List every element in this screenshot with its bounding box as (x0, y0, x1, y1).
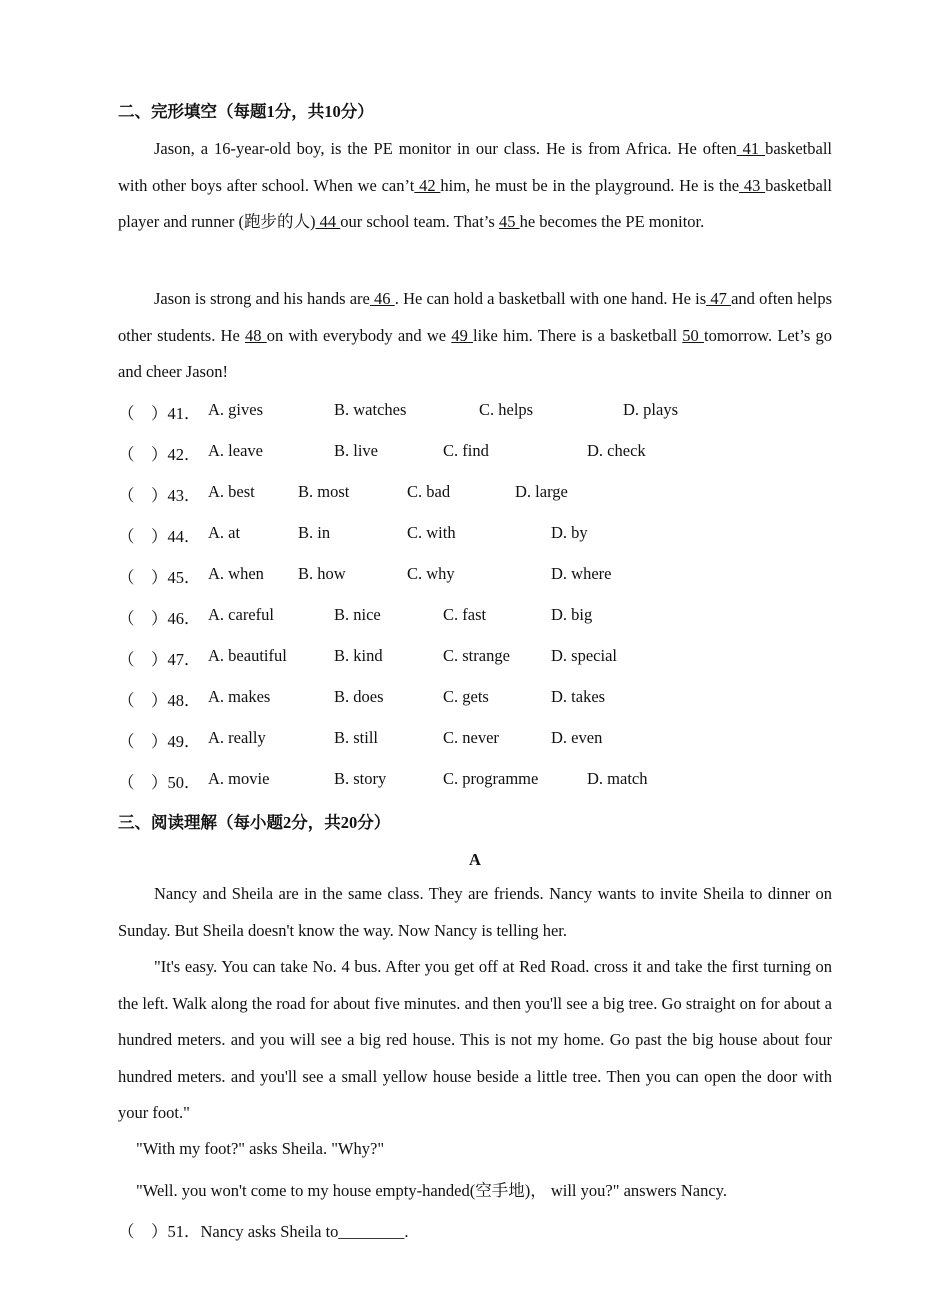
section-3-title: 三、阅读理解（每小题2分，共20分） (118, 813, 391, 832)
question-47 (118, 646, 838, 670)
cloze-paragraph-1 (118, 131, 832, 241)
reading-paragraph-2: "It's easy. You can take No. 4 bus. After you get off at Red Road. cross it and take the first turning on the left. Walk along the road for about five minutes. and then you'll see a big tree. Go straight on for about a hundred meters. and you will see a big red house. This is not my home. Go past the big house about four hundred meters. and you'll see a small yellow house beside a little tree. Then you can open the door with your foot." (118, 957, 832, 1122)
section-2-title: 二、完形填空（每题1分，共10分） (118, 102, 374, 121)
option-a: A. beautiful (208, 646, 287, 665)
blank-48: 48 (245, 325, 267, 345)
question-44 (118, 523, 838, 547)
question-number: （ ）50． (118, 773, 201, 792)
question-number: （ ）41． (118, 404, 201, 423)
para2-text-2: . He can hold a basketball with one hand. He is (394, 289, 707, 308)
option-d: D. large (515, 482, 568, 501)
question-number: （ ）43． (118, 486, 201, 505)
blank-46: 46 (369, 289, 395, 308)
blank-41: 41 (736, 139, 766, 158)
question-number: （ ）44． (118, 527, 201, 546)
blank-43: 43 (739, 175, 766, 195)
blank-50: 50 (682, 325, 704, 345)
question-43 (118, 482, 838, 506)
option-c: C. bad (407, 482, 451, 501)
option-d: D. special (551, 646, 617, 665)
option-d: D. even (551, 728, 603, 747)
question-46 (118, 605, 838, 629)
blank-45: 45 (498, 212, 520, 231)
question-50 (118, 769, 838, 793)
option-a: A. best (208, 482, 255, 501)
cloze-paragraph-2 (118, 281, 832, 391)
option-d: D. where (551, 564, 612, 583)
question-42 (118, 441, 838, 465)
option-c: C. gets (443, 687, 489, 706)
option-b: B. how (298, 564, 346, 583)
question-41 (118, 400, 838, 424)
option-d: D. by (551, 523, 588, 542)
question-number: （ ）45． (118, 568, 201, 587)
option-a: A. gives (208, 400, 263, 419)
question-number: （ ）46． (118, 609, 201, 628)
para1-text-1: Jason, a 16-year-old boy, is the PE monitor in our class. He is from Africa. He often (154, 139, 737, 158)
question-number: （ ）47． (118, 650, 201, 669)
option-b: B. most (298, 482, 350, 501)
option-a: A. careful (208, 605, 274, 624)
blank-44: 44 (315, 212, 341, 231)
option-a: A. makes (208, 687, 271, 706)
option-d: D. big (551, 605, 593, 624)
option-a: A. leave (208, 441, 263, 460)
option-c: C. find (443, 441, 489, 460)
question-number: （ ）49． (118, 732, 201, 751)
para2-text-5: like him. There is a basketball (473, 325, 683, 345)
question-number: （ ）48． (118, 691, 201, 710)
option-c: C. strange (443, 646, 510, 665)
option-c: C. why (407, 564, 455, 583)
para1-text-6: he becomes the PE monitor. (519, 212, 705, 231)
option-b: B. in (298, 523, 331, 542)
option-b: B. kind (334, 646, 383, 665)
para1-text-3: him, he must be in the playground. He is the (440, 175, 740, 195)
reading-paragraph-1: Nancy and Sheila are in the same class. They are friends. Nancy wants to invite Sheila to dinner on Sunday. But Sheila doesn't know the way. Now Nancy is telling her. (118, 884, 832, 940)
option-b: B. nice (334, 605, 381, 624)
option-b: B. story (334, 769, 387, 788)
blank-49: 49 (451, 325, 474, 345)
option-d: D. match (587, 769, 648, 788)
option-a: A. movie (208, 769, 270, 788)
option-b: B. still (334, 728, 379, 747)
option-b: B. does (334, 687, 384, 706)
question-49 (118, 728, 838, 752)
blank-42: 42 (414, 175, 441, 195)
option-a: A. when (208, 564, 264, 583)
option-c: C. fast (443, 605, 487, 624)
para2-text-4: on with everybody and we (266, 325, 452, 345)
option-a: A. at (208, 523, 241, 542)
option-d: D. check (587, 441, 646, 460)
reading-paragraph-3: "With my foot?" asks Sheila. "Why?" (136, 1139, 385, 1158)
para2-text-1: Jason is strong and his hands are (154, 289, 370, 308)
question-45 (118, 564, 838, 588)
reading-paragraph-4: "Well. you won't come to my house empty-handed(空手地)， will you?" answers Nancy. (136, 1181, 727, 1200)
question-48 (118, 687, 838, 711)
option-c: C. helps (479, 400, 534, 419)
option-c: C. with (407, 523, 456, 542)
para2-text-3: and often helps other students. He (118, 289, 833, 345)
option-b: B. watches (334, 400, 407, 419)
option-d: D. takes (551, 687, 606, 706)
option-c: C. programme (443, 769, 539, 788)
question-51: （ ）51．Nancy asks Sheila to________. (118, 1222, 409, 1241)
option-a: A. really (208, 728, 266, 747)
passage-label: A (469, 850, 481, 869)
para1-text-5: our school team. That’s (340, 212, 499, 231)
para1-text-4: basketball player and runner (跑步的人) (118, 175, 833, 231)
para2-text-6: tomorrow. Let’s go and cheer Jason! (118, 325, 833, 381)
question-number: （ ）42． (118, 445, 201, 464)
option-b: B. live (334, 441, 378, 460)
blank-47: 47 (706, 289, 732, 308)
para1-text-2: basketball with other boys after school. When we can’t (118, 139, 832, 195)
option-c: C. never (443, 728, 499, 747)
option-d: D. plays (623, 400, 678, 419)
